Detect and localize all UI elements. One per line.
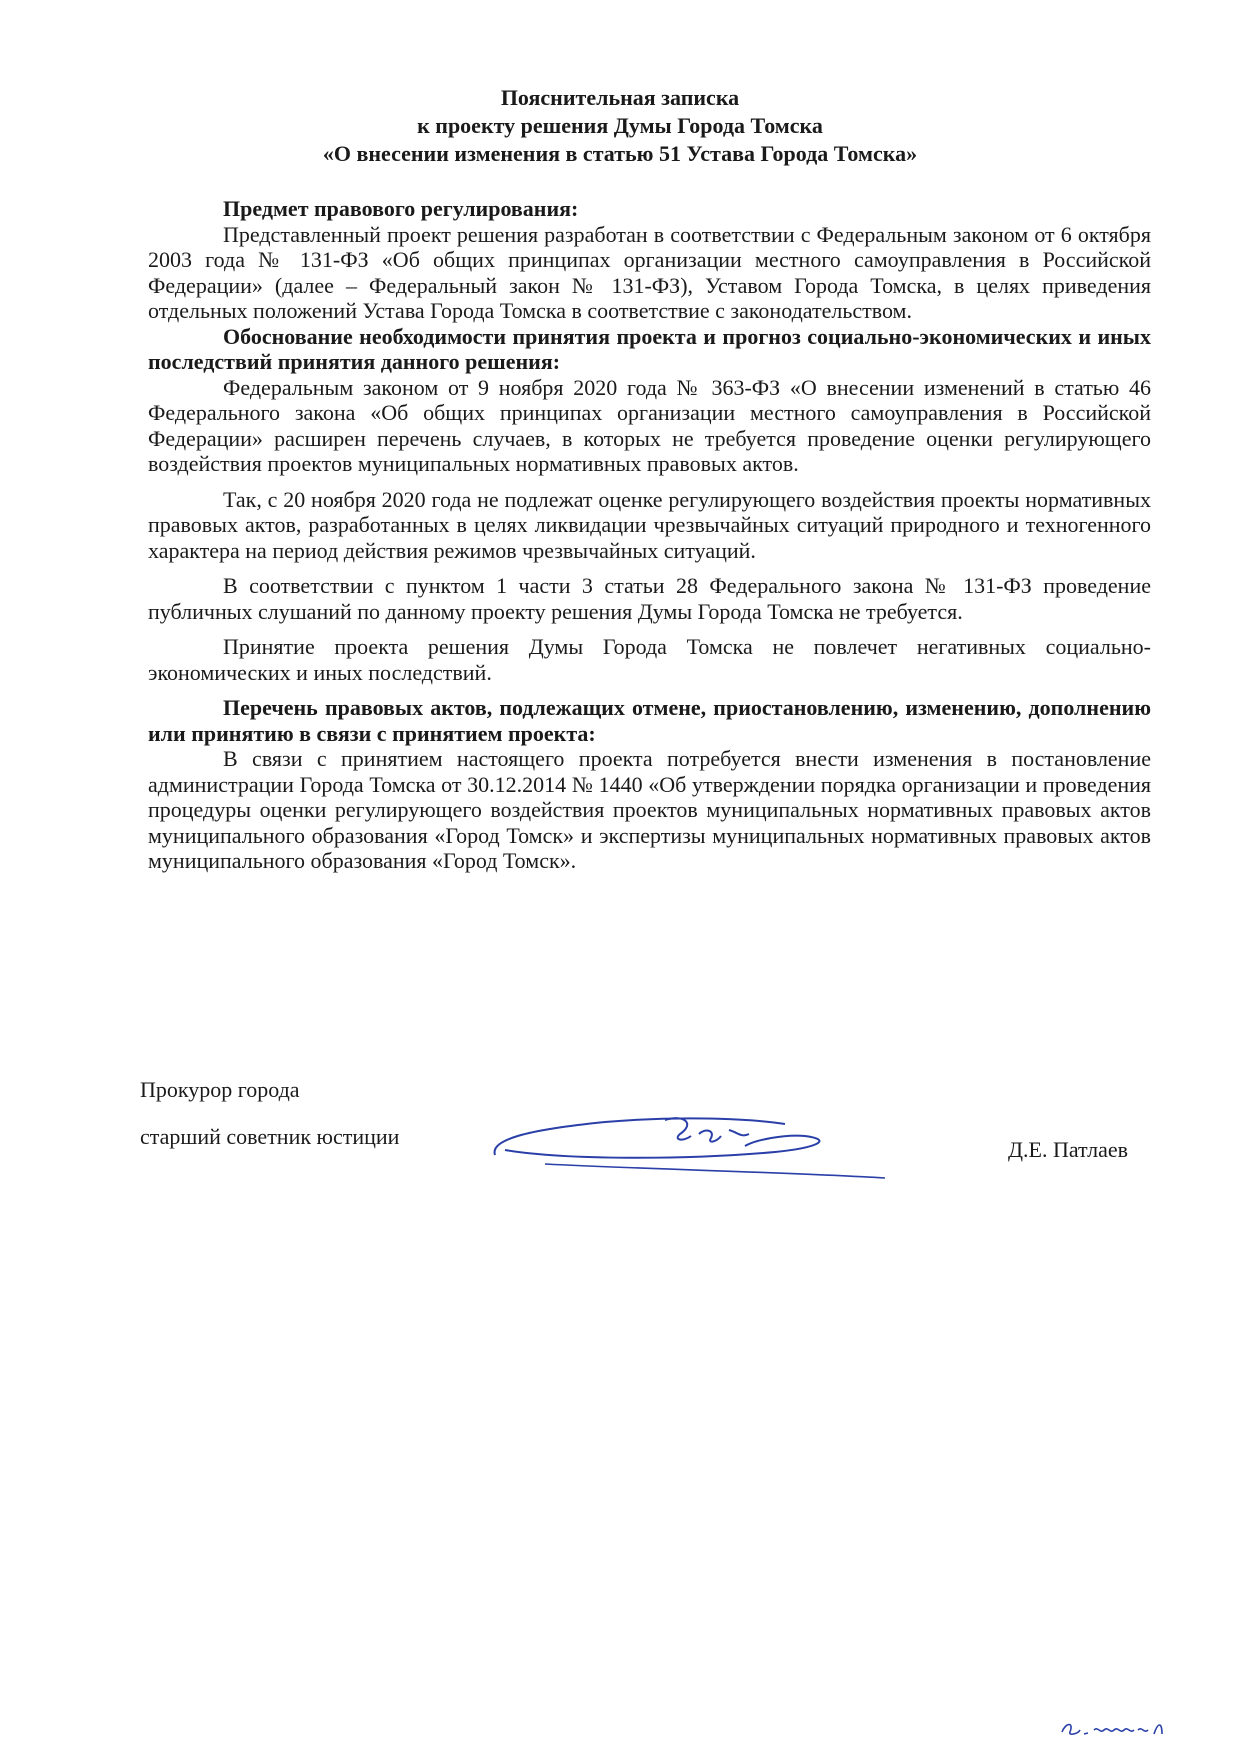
rationale-paragraph-3: В соответствии с пунктом 1 части 3 статьи 28 Федерального закона № 131-ФЗ проведение публичных слушаний по данному проекту решения Думы Города Томска не требуется. xyxy=(148,573,1151,624)
title-line-3: «О внесении изменения в статью 51 Устава Города Томска» xyxy=(322,141,918,166)
signer-position-line-1: Прокурор города xyxy=(140,1077,300,1102)
acts-paragraph: В связи с принятием настоящего проекта потребуется внести изменения в постановление администрации Города Томска от 30.12.2014 № 1440 «Об утверждении порядка организации и проведения процедуры оценки регулирующего воздействия проектов муниципальных нормативных правовых актов муниципального образования «Город Томск» и экспертизы муниципальных нормативных правовых актов муниципального образования «Город Томск». xyxy=(148,746,1151,873)
rationale-paragraph-1: Федеральным законом от 9 ноября 2020 года № 363-ФЗ «О внесении изменений в статью 46 Федерального закона «Об общих принципах организации местного самоуправления в Российской Федерации» расширен перечень случаев, в которых не требуется проведение оценки регулирующего воздействия проектов муниципальных нормативных правовых актов. xyxy=(148,374,1151,476)
subject-paragraph: Представленный проект решения разработан в соответствии с Федеральным законом от 6 октября 2003 года № 131-ФЗ «Об общих принципах организации местного самоуправления в Российской Федерации» (далее – Федеральный закон № 131-ФЗ), Уставом Города Томска, в целях приведения отдельных положений Устава Города Томска в соответствие с законодательством. xyxy=(148,221,1151,323)
signer-position-line-2: старший советник юстиции xyxy=(140,1124,400,1149)
handwritten-signature xyxy=(485,1100,895,1180)
subject-heading: Предмет правового регулирования: xyxy=(223,196,579,221)
document-title xyxy=(0,84,1240,168)
rationale-paragraph-2: Так, с 20 ноября 2020 года не подлежат оценке регулирующего воздействия проекты нормативных правовых актов, разработанных в целях ликвидации чрезвычайных ситуаций природного и техногенного характера на период действия режимов чрезвычайных ситуаций. xyxy=(148,486,1151,563)
acts-heading: Перечень правовых актов, подлежащих отмене, приостановлению, изменению, дополнению или принятию в связи с принятием проекта: xyxy=(148,695,1151,746)
document-body xyxy=(148,196,1151,874)
title-line-1: Пояснительная записка xyxy=(500,85,740,110)
rationale-heading: Обоснование необходимости принятия проекта и прогноз социально-экономических и иных последствий принятия данного решения: xyxy=(148,323,1151,374)
title-line-2: к проекту решения Думы Города Томска xyxy=(417,113,823,138)
rationale-paragraph-4: Принятие проекта решения Думы Города Томска не повлечет негативных социально-экономических и иных последствий. xyxy=(148,634,1151,685)
signer-name: Д.Е. Патлаев xyxy=(1008,1137,1128,1162)
handwritten-note xyxy=(1058,1716,1178,1740)
